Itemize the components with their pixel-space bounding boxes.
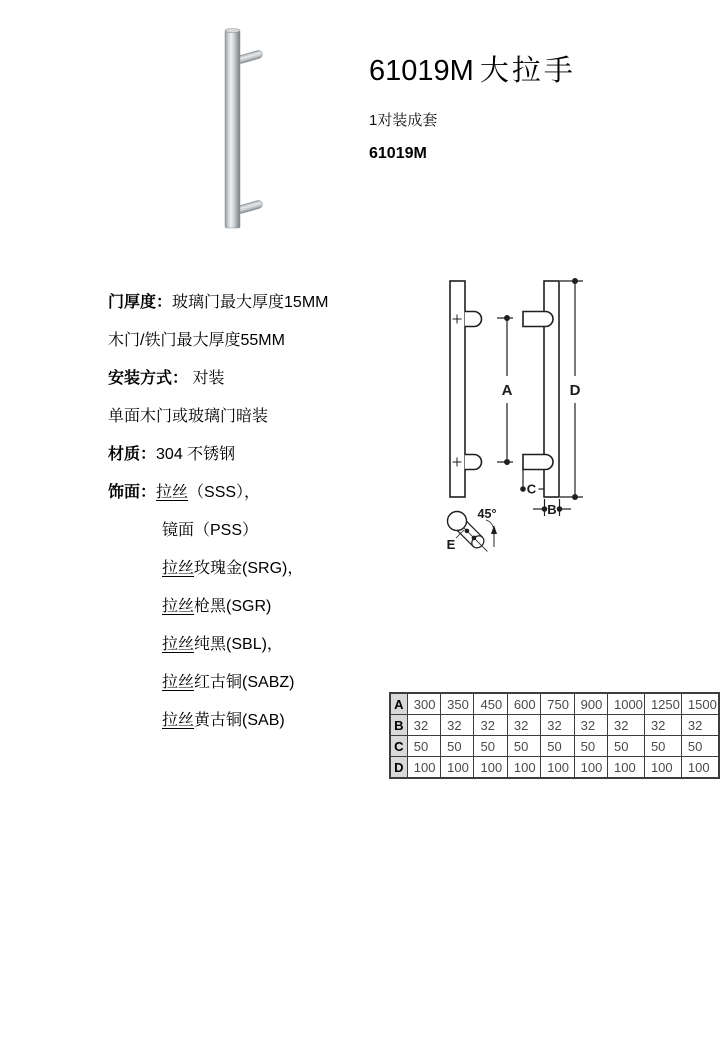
spec-text-segment: 拉丝 <box>156 484 189 501</box>
dimension-c <box>520 470 544 497</box>
spec-text-segment: 红古铜(SABZ) <box>194 674 295 691</box>
dimension-label-b: B <box>547 502 557 517</box>
spec-text-segment: 材质： <box>108 446 157 463</box>
size-value-cell: 100 <box>681 757 719 779</box>
size-value-cell: 50 <box>507 736 540 757</box>
table-row <box>390 736 719 757</box>
dimension-d <box>560 278 583 500</box>
size-value-cell: 100 <box>541 757 574 779</box>
spec-line <box>108 664 328 702</box>
size-value-cell: 50 <box>644 736 681 757</box>
size-value-cell: 100 <box>574 757 607 779</box>
row-header-c: C <box>390 736 407 757</box>
spec-text-segment: 黄古铜(SAB) <box>194 712 285 729</box>
page-title <box>369 54 576 88</box>
handle-bar <box>225 29 240 229</box>
dimension-label-a: A <box>501 382 513 399</box>
spec-line <box>108 398 328 436</box>
size-value-cell: 32 <box>681 715 719 736</box>
spec-text-segment: 拉丝 <box>162 712 195 729</box>
size-value-cell: 50 <box>574 736 607 757</box>
size-table <box>389 692 720 779</box>
size-value-cell: 50 <box>441 736 474 757</box>
size-value-cell: 50 <box>474 736 507 757</box>
size-value-cell: 350 <box>441 693 474 715</box>
size-value-cell: 750 <box>541 693 574 715</box>
size-value-cell: 1250 <box>644 693 681 715</box>
size-value-cell: 32 <box>574 715 607 736</box>
title-model-number: 61019M <box>369 55 474 87</box>
size-value-cell: 32 <box>407 715 440 736</box>
spec-text-segment: 玻璃门最大厚度15MM <box>172 294 329 311</box>
spec-line <box>108 284 328 322</box>
spec-text-segment: 安装方式： <box>108 370 189 387</box>
spec-line <box>108 436 328 474</box>
size-value-cell: 50 <box>407 736 440 757</box>
spec-text-segment: 镜面（PSS） <box>162 522 259 539</box>
size-value-cell: 1500 <box>681 693 719 715</box>
row-header-d: D <box>390 757 407 779</box>
spec-line <box>108 360 328 398</box>
size-value-cell: 1000 <box>607 693 644 715</box>
size-value-cell: 450 <box>474 693 507 715</box>
size-value-cell: 100 <box>644 757 681 779</box>
dimension-diagram <box>440 274 592 570</box>
spec-text-segment: （SSS）， <box>188 484 261 501</box>
spec-line <box>108 474 328 512</box>
spec-text-segment: 拉丝 <box>162 560 195 577</box>
size-value-cell: 32 <box>541 715 574 736</box>
spec-lines <box>108 284 328 740</box>
spec-text-segment: 304 不锈钢 <box>156 446 236 463</box>
row-header-b: B <box>390 715 407 736</box>
angle-label: 45° <box>477 507 497 521</box>
spec-line <box>108 322 328 360</box>
spec-text-segment: 单面木门或玻璃门暗装 <box>108 408 269 425</box>
spec-text-segment: 对装 <box>188 370 225 387</box>
dimension-label-c: C <box>526 481 537 497</box>
size-value-cell: 600 <box>507 693 540 715</box>
size-value-cell: 100 <box>507 757 540 779</box>
table-row <box>390 715 719 736</box>
spec-line <box>108 512 328 550</box>
size-value-cell: 900 <box>574 693 607 715</box>
dimension-label-d: D <box>569 382 581 399</box>
table-row <box>390 757 719 779</box>
size-value-cell: 50 <box>541 736 574 757</box>
dimension-b <box>533 499 571 517</box>
spec-line <box>108 588 328 626</box>
spec-text-segment: 拉丝 <box>162 674 195 691</box>
size-value-cell: 32 <box>644 715 681 736</box>
size-value-cell: 32 <box>441 715 474 736</box>
size-value-cell: 32 <box>474 715 507 736</box>
spec-text-segment: 拉丝 <box>162 636 195 653</box>
size-table-section <box>389 692 720 779</box>
size-value-cell: 32 <box>507 715 540 736</box>
size-table-body <box>390 693 719 778</box>
spec-line <box>108 626 328 664</box>
spec-line <box>108 550 328 588</box>
size-value-cell: 50 <box>681 736 719 757</box>
spec-text-segment: 木门/铁门最大厚度55MM <box>108 332 285 349</box>
size-value-cell: 32 <box>607 715 644 736</box>
size-value-cell: 100 <box>441 757 474 779</box>
spec-text-segment: 纯黑(SBL)， <box>194 636 283 653</box>
spec-text-segment: 枪黑(SGR) <box>194 598 272 615</box>
spec-line <box>108 702 328 740</box>
diagram-detail-e <box>447 507 497 556</box>
size-value-cell: 100 <box>474 757 507 779</box>
size-value-cell: 300 <box>407 693 440 715</box>
spec-text-segment: 饰面： <box>108 484 157 501</box>
table-row <box>390 693 719 715</box>
product-photo <box>213 24 273 236</box>
subtitle: 1对装成套 <box>369 112 438 129</box>
spec-text-segment: 拉丝 <box>162 598 195 615</box>
dimension-a <box>497 315 513 465</box>
spec-text-segment: 门厚度： <box>108 294 173 311</box>
size-value-cell: 50 <box>607 736 644 757</box>
title-product-name: 大拉手 <box>479 55 576 87</box>
size-value-cell: 100 <box>407 757 440 779</box>
model-number: 61019M <box>369 145 427 162</box>
diagram-side-view <box>523 281 559 497</box>
spec-text-segment: 玫瑰金(SRG)， <box>194 560 304 577</box>
size-value-cell: 100 <box>607 757 644 779</box>
row-header-a: A <box>390 693 407 715</box>
diagram-front-view <box>450 281 482 497</box>
dimension-label-e: E <box>446 537 456 552</box>
title-block <box>369 54 576 163</box>
